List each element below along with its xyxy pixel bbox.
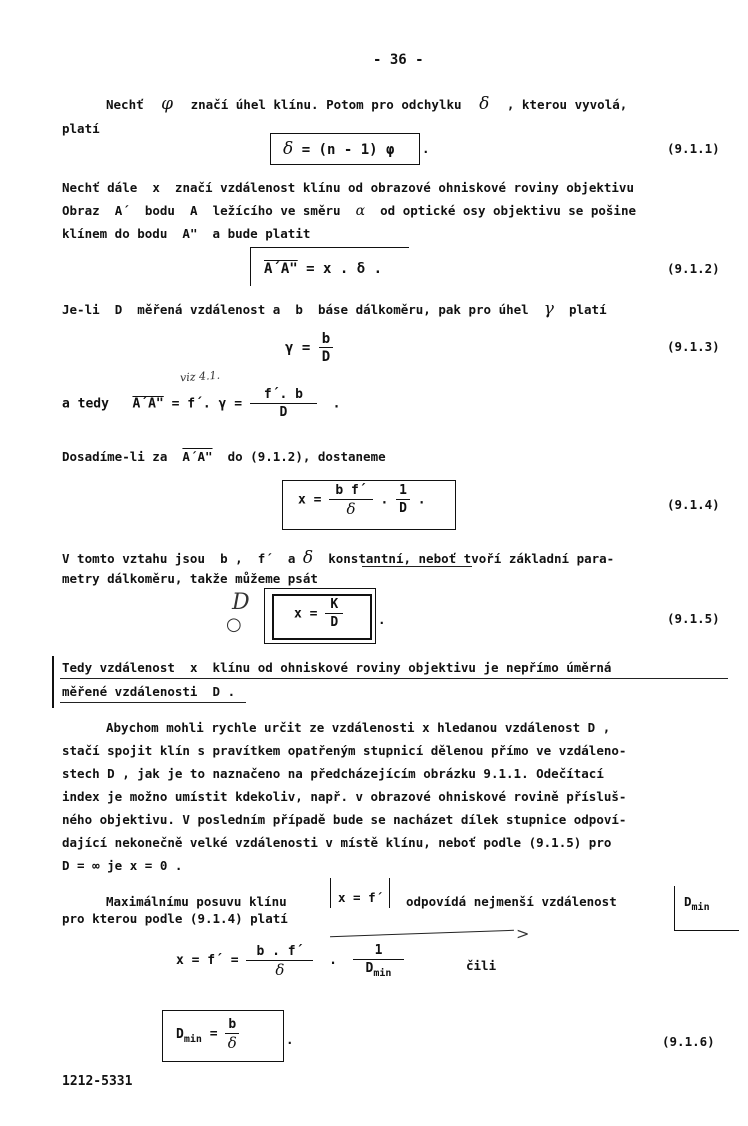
para7-line: index je možno umístit kdekoliv, např. v obrazové ohniskové rovině přísluš- bbox=[62, 789, 627, 804]
underline-para8 bbox=[330, 930, 514, 937]
equation-number-9-1-4: (9.1.4) bbox=[667, 497, 720, 512]
text-line-2: platí bbox=[62, 121, 100, 136]
margin-handwriting: D bbox=[232, 590, 250, 615]
dmin-label: $D_{min}$ bbox=[684, 894, 710, 913]
para6-line-2: měřené vzdálenosti D . bbox=[62, 684, 236, 699]
handwritten-arrow: > bbox=[516, 924, 530, 943]
para8-line-1b: odpovídá nejmenší vzdálenost bbox=[406, 894, 617, 909]
para7-line: dající nekonečně velké vzdálenosti v místě klínu, neboť podle (9.1.5) pro bbox=[62, 835, 612, 850]
equation-9-1-2: A´A" = x . δ . bbox=[264, 261, 383, 277]
underline-para6-2 bbox=[60, 702, 246, 703]
text-line-1: Nechť φ značí úhel klínu. Potom pro odchylku δ , kterou vyvolá, bbox=[106, 94, 628, 114]
para7-line: stech D , jak je to naznačeno na předcházejícím obrázku 9.1.1. Odečítací bbox=[62, 766, 604, 781]
equation-number-9-1-2: (9.1.2) bbox=[667, 261, 720, 276]
equation-number-9-1-3: (9.1.3) bbox=[667, 339, 720, 354]
para5-line-2: metry dálkoměru, takže můžeme psát bbox=[62, 571, 318, 586]
equation-9-1-5: x = $\frac{K}{D}$ bbox=[294, 598, 343, 630]
equation-number-9-1-5: (9.1.5) bbox=[667, 611, 720, 626]
para2-line-1: Nechť dále x značí vzdálenost klínu od obrazové ohniskové roviny objektivu bbox=[62, 180, 634, 195]
equation-tail: . bbox=[422, 141, 430, 156]
page-number: - 36 - bbox=[373, 52, 424, 68]
para8-line-2: pro kterou podle (9.1.4) platí bbox=[62, 911, 288, 926]
para6-line-1: Tedy vzdálenost x klínu od ohniskové roviny objektivu je nepřímo úměrná bbox=[62, 660, 612, 675]
para3-line: Je-li D měřená vzdálenost a b báse dálkoměru, pak pro úhel γ platí bbox=[62, 299, 607, 319]
boxed-x-f: x = f´ bbox=[338, 890, 384, 905]
equation-x-equals-f: x = f´ = $\frac{b . f´}{\delta}$ . $\frac{1}{D_{min}}$ bbox=[176, 944, 404, 977]
margin-circle: ○ bbox=[226, 614, 242, 635]
para2-line-2: Obraz A´ bodu A ležícího ve směru α od optické osy objektivu se pošine bbox=[62, 203, 636, 219]
equation-number-9-1-6: (9.1.6) bbox=[662, 1034, 715, 1049]
equation-9-1-4: x = $\frac{\text{b f´}}{\delta}$ . $\frac{1}{D}$ . bbox=[298, 483, 426, 518]
equation-tail: . bbox=[286, 1032, 294, 1047]
equation-tail: . bbox=[378, 612, 386, 627]
para7-line: D = ∞ je x = 0 . bbox=[62, 858, 183, 873]
word-cili: čili bbox=[466, 958, 497, 973]
para4-line: Dosadíme-li za A´A" do (9.1.2), dostaneme bbox=[62, 449, 386, 464]
equation-9-1-6: $D_{min}$ = $\frac{b}{\delta}$ bbox=[176, 1018, 239, 1050]
para7-line: stačí spojit klín s pravítkem opatřeným stupnicí dělenou přímo ve vzdáleno- bbox=[62, 743, 627, 758]
equation-9-1-1: δ = (n - 1) φ bbox=[283, 139, 395, 159]
para5-line-1: V tomto vztahu jsou b , f´ a δ konstantní, neboť tvoří základní para- bbox=[62, 548, 615, 568]
equation-9-1-3: γ = $\frac{b}{D}$ bbox=[285, 332, 333, 364]
para7-line: ného objektivu. V posledním případě bude se nacházet dílek stupnice odpoví- bbox=[62, 812, 627, 827]
para7-line: Abychom mohli rychle určit ze vzdálenosti x hledanou vzdálenost D , bbox=[106, 720, 611, 735]
margin-rule bbox=[52, 656, 54, 708]
underline-para6-1 bbox=[60, 678, 728, 679]
handwritten-note: viz 4.1. bbox=[179, 368, 221, 385]
para8-line-1: Maximálnímu posuvu klínu bbox=[106, 894, 287, 909]
para2-line-3: klínem do bodu A" a bude platit bbox=[62, 226, 311, 241]
equation-a-tedy: a tedy A´A" = f´. γ = $\frac{f´. b}{D}$ . bbox=[62, 387, 341, 420]
equation-number-9-1-1: (9.1.1) bbox=[667, 141, 720, 156]
underline-konstantni bbox=[362, 566, 472, 567]
footer-code: 1212-5331 bbox=[62, 1074, 133, 1089]
